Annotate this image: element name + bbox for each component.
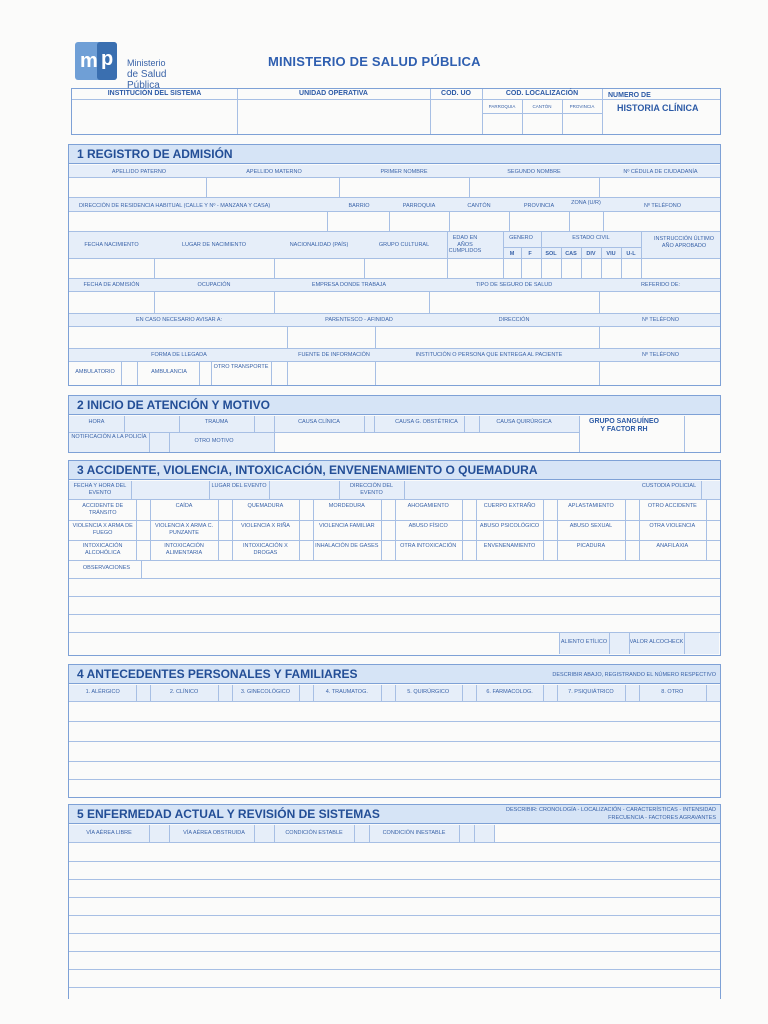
direccion-evento-label: DIRECCIÓN DEL EVENTO: [349, 483, 394, 496]
valor-alcocheck-label: VALOR ALCOCHECK: [629, 639, 684, 645]
ocupacion-label: OCUPACIÓN: [197, 282, 231, 288]
antecedente-option-label: 6. FARMACOLOG.: [486, 689, 533, 695]
antecedente-option-label: 2. CLÍNICO: [169, 689, 199, 695]
fecha-admision-label: FECHA DE ADMISIÓN: [83, 282, 140, 288]
antecedente-option-label: 7. PSIQUIÁTRICO: [568, 689, 614, 695]
genero-f: F: [528, 251, 532, 257]
condicion-estable-label: CONDICIÓN ESTABLE: [285, 830, 343, 836]
hora-label: HORA: [88, 419, 105, 425]
section-registro-admision: [68, 144, 721, 386]
section-title: 1 REGISTRO DE ADMISIÓN: [77, 147, 233, 161]
apellido-materno-label: APELLIDO MATERNO: [246, 169, 302, 175]
event-option-label: OTRA INTOXICACIÓN: [400, 543, 457, 549]
estado-civil-label: ESTADO CIVIL: [572, 235, 610, 241]
cedula-label: Nº CÉDULA DE CIUDADANÍA: [623, 169, 698, 175]
canton-label: CANTÓN: [532, 104, 552, 109]
estado-cas: CAS: [565, 251, 577, 257]
section-title: 2 INICIO DE ATENCIÓN Y MOTIVO: [77, 398, 270, 412]
section-title: 4 ANTECEDENTES PERSONALES Y FAMILIARES: [77, 667, 358, 681]
grupo-cultural-label: GRUPO CULTURAL: [378, 242, 430, 248]
empresa-label: EMPRESA DONDE TRABAJA: [311, 282, 387, 288]
event-option-label: INHALACIÓN DE GASES: [315, 543, 379, 549]
barrio-label: BARRIO: [348, 203, 370, 209]
event-option-label: INTOXICACIÓN ALCOHÓLICA: [82, 543, 123, 556]
instruccion-label: INSTRUCCIÓN ÚLTIMO AÑO APROBADO: [653, 236, 715, 249]
fuente-informacion-label: FUENTE DE INFORMACIÓN: [298, 352, 370, 358]
event-option-label: QUEMADURA: [247, 503, 284, 509]
antecedente-option-label: 4. TRAUMATOG.: [325, 689, 368, 695]
estado-sol: SOL: [545, 251, 557, 257]
apellido-paterno-label: APELLIDO PATERNO: [111, 169, 167, 175]
logo-line2: de Salud Pública: [127, 69, 167, 91]
nacionalidad-label: NACIONALIDAD (PAÍS): [289, 242, 349, 248]
antecedentes-note: DESCRIBIR ABAJO, REGISTRANDO EL NÚMERO RESPECTIVO: [552, 672, 716, 678]
antecedente-option-label: 1. ALÉRGICO: [85, 689, 120, 695]
event-option-label: CAÍDA: [175, 503, 193, 509]
zona-label: ZONA (U/R): [571, 200, 601, 206]
tipo-seguro-label: TIPO DE SEGURO DE SALUD: [475, 282, 553, 288]
estado-ul: U-L: [626, 251, 636, 257]
inst-sistema-label: INSTITUCIÓN DEL SISTEMA: [107, 90, 202, 97]
parentesco-label: PARENTESCO - AFINIDAD: [325, 317, 393, 323]
section-header: [69, 396, 720, 415]
parroquia-label: PARROQUIA: [402, 203, 436, 209]
logo-line1: Ministerio: [127, 58, 166, 68]
section-accidente: [68, 460, 721, 656]
event-option-label: VIOLENCIA X RIÑA: [240, 523, 290, 529]
antecedente-option-label: 3. GINECOLÓGICO: [240, 689, 291, 695]
via-aerea-obstruida-label: VÍA AÉREA OBSTRUIDA: [183, 830, 245, 836]
provincia-label: PROVINCIA: [569, 104, 595, 109]
forma-llegada-label: FORMA DE LLEGADA: [151, 352, 207, 358]
event-option-label: ABUSO PSICOLÓGICO: [479, 523, 540, 529]
event-option-label: ABUSO FÍSICO: [408, 523, 448, 529]
causa-quirurgica-label: CAUSA QUIRÚRGICA: [496, 419, 552, 425]
historia-clinica-label: HISTORIA CLÍNICA: [617, 103, 699, 113]
section-title: 3 ACCIDENTE, VIOLENCIA, INTOXICACIÓN, ENVENENAMIENTO O QUEMADURA: [77, 463, 538, 477]
custodia-policial-label: CUSTODIA POLICIAL: [641, 483, 697, 489]
provincia-label: PROVINCIA: [523, 203, 555, 209]
section-antecedentes: [68, 664, 721, 798]
edad-label: EDAD EN AÑOS CUMPLIDOS: [448, 235, 482, 254]
genero-m: M: [509, 251, 515, 257]
event-option-label: INTOXICACIÓN X DROGAS: [243, 543, 288, 556]
event-option-label: ENVENENAMIENTO: [483, 543, 536, 549]
genero-label: GENERO: [509, 235, 533, 241]
msp-logo: [75, 42, 200, 91]
otro-transporte-option: OTRO TRANSPORTE: [213, 364, 269, 370]
enfermedad-note1: DESCRIBIR: CRONOLOGÍA - LOCALIZACIÓN - CARACTERÍSTICAS - INTENSIDAD: [506, 807, 716, 813]
event-option-label: VIOLENCIA FAMILIAR: [318, 523, 375, 529]
event-option-label: PICADURA: [576, 543, 606, 549]
fecha-evento-label: FECHA Y HORA DEL EVENTO: [73, 483, 127, 496]
event-option-label: INTOXICACIÓN ALIMENTARIA: [164, 543, 204, 556]
event-grid: [69, 500, 720, 560]
event-option-label: ACCIDENTE DE TRÁNSITO: [82, 503, 124, 516]
logo-mark-p: p: [101, 48, 114, 70]
enfermedad-note2: FRECUENCIA - FACTORES AGRAVANTES: [608, 815, 716, 821]
unidad-operativa-label: UNIDAD OPERATIVA: [299, 90, 368, 97]
header-table: [71, 88, 721, 135]
notificacion-policia-label: NOTIFICACIÓN A LA POLICÍA: [71, 434, 147, 440]
section-header: [69, 805, 720, 824]
referido-label: REFERIDO DE:: [640, 282, 681, 288]
logo-mark: m: [80, 50, 98, 72]
estado-viu: VIU: [606, 251, 616, 257]
causa-obstetrica-label: CAUSA G. OBSTÉTRICA: [395, 419, 458, 425]
antecedente-option-label: 5. QUIRÚRGICO: [407, 689, 450, 695]
telefono-contacto-label: Nº TELÉFONO: [641, 317, 680, 323]
event-option-label: APLASTAMIENTO: [568, 503, 614, 509]
ambulatorio-option: AMBULATORIO: [75, 369, 115, 375]
event-option-label: OTRA VIOLENCIA: [649, 523, 696, 529]
antecedente-option-label: 8. OTRO: [661, 689, 684, 695]
telefono-label: Nº TELÉFONO: [643, 203, 682, 209]
section-header: [69, 145, 720, 164]
section-title: 5 ENFERMEDAD ACTUAL Y REVISIÓN DE SISTEMAS: [77, 807, 380, 821]
causa-clinica-label: CAUSA CLÍNICA: [298, 419, 340, 425]
institucion-entrega-label: INSTITUCIÓN O PERSONA QUE ENTREGA AL PACIENTE: [415, 352, 563, 358]
grupo-sanguineo-label: GRUPO SANGUÍNEO Y FACTOR RH: [589, 418, 660, 433]
observaciones-label: OBSERVACIONES: [82, 565, 131, 571]
lugar-nacimiento-label: LUGAR DE NACIMIENTO: [181, 242, 247, 248]
avisar-label: EN CASO NECESARIO AVISAR A:: [135, 317, 223, 323]
parroquia-label: PARROQUIA: [488, 104, 516, 109]
trauma-label: TRAUMA: [204, 419, 229, 425]
cod-localizacion-label: COD. LOCALIZACIÓN: [505, 90, 579, 97]
fecha-nacimiento-label: FECHA NACIMIENTO: [84, 242, 139, 248]
otro-motivo-label: OTRO MOTIVO: [194, 438, 234, 444]
event-option-label: VIOLENCIA X ARMA DE FUEGO: [72, 523, 133, 536]
section-inicio-atencion: [68, 395, 721, 453]
direccion-label: DIRECCIÓN DE RESIDENCIA HABITUAL (CALLE Y Nº - MANZANA Y CASA): [79, 203, 271, 209]
page-title: MINISTERIO DE SALUD PÚBLICA: [268, 54, 481, 69]
event-option-label: AHOGAMIENTO: [407, 503, 449, 509]
lugar-evento-label: LUGAR DEL EVENTO: [211, 483, 267, 489]
section-header: [69, 461, 720, 480]
segundo-nombre-label: SEGUNDO NOMBRE: [507, 169, 561, 175]
canton-label: CANTÓN: [467, 203, 491, 209]
primer-nombre-label: PRIMER NOMBRE: [380, 169, 428, 175]
section-enfermedad-actual: [68, 804, 721, 999]
antecedentes-items: [69, 685, 720, 701]
event-option-label: CUERPO EXTRAÑO: [483, 503, 536, 509]
event-option-label: OTRO ACCIDENTE: [647, 503, 697, 509]
ambulancia-option: AMBULANCIA: [151, 369, 187, 375]
numero-de-label: NUMERO DE: [608, 92, 651, 99]
cod-uo-label: COD. UO: [441, 90, 471, 97]
event-option-label: ANAFILAXIA: [656, 543, 689, 549]
section-header: [69, 665, 720, 684]
event-option-label: MORDEDURA: [328, 503, 365, 509]
condicion-inestable-label: CONDICIÓN INESTABLE: [382, 830, 446, 836]
direccion-contacto-label: DIRECCIÓN: [498, 317, 530, 323]
via-aerea-libre-label: VÍA AÉREA LIBRE: [86, 830, 132, 836]
event-option-label: VIOLENCIA X ARMA C. PUNZANTE: [155, 523, 214, 536]
event-option-label: ABUSO SEXUAL: [569, 523, 613, 529]
estado-div: DIV: [586, 251, 596, 257]
aliento-etilico-label: ALIENTO ETÍLICO: [560, 639, 608, 645]
telefono-entrega-label: Nº TELÉFONO: [641, 352, 680, 358]
